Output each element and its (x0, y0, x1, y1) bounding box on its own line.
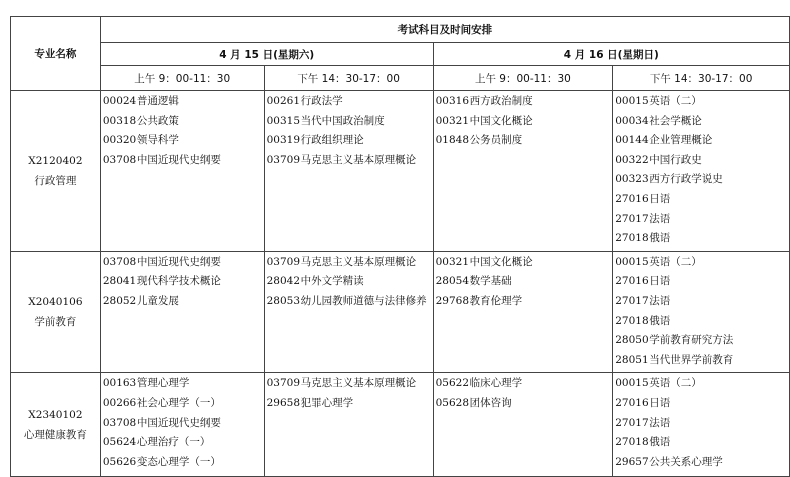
subject-entry (615, 190, 789, 210)
major-code: X2040106 (28, 296, 83, 309)
subject-name: 犯罪心理学 (300, 396, 354, 409)
major-row (11, 373, 790, 477)
subject-entry (615, 229, 789, 249)
subject-cell (100, 373, 264, 477)
major-cell (11, 373, 101, 477)
subject-name: 公共关系心理学 (649, 455, 723, 468)
subject-entry (615, 210, 789, 230)
exam-schedule-title: 考试科目及时间安排 (100, 17, 789, 43)
subject-entry (615, 331, 789, 351)
subject-code: 29658 (266, 396, 301, 409)
subject-name: 企业管理概论 (649, 134, 713, 147)
subject-entry (267, 292, 433, 312)
major-title: 行政管理 (34, 174, 77, 187)
subject-name: 俄语 (649, 314, 671, 327)
subject-entry (436, 131, 613, 151)
subject-code: 27017 (615, 212, 649, 225)
subject-name: 管理心理学 (136, 377, 190, 390)
subject-code: 00319 (266, 134, 301, 147)
subject-code: 29657 (615, 455, 649, 468)
subject-code: 00024 (102, 95, 137, 107)
subject-name: 中国行政史 (649, 153, 702, 166)
subject-code: 27018 (615, 314, 649, 327)
slot-header-2: 下午 14：30-17：00 (264, 66, 433, 91)
subject-name: 中国文化概论 (469, 255, 533, 268)
subject-code: 27016 (615, 396, 649, 409)
major-code: X2120402 (28, 154, 83, 167)
slot-header-3: 上午 9：00-11：30 (433, 66, 613, 91)
subject-entry (436, 92, 613, 112)
subject-code: 28053 (266, 294, 301, 307)
subject-code: 27017 (615, 416, 649, 429)
major-title: 学前教育 (34, 316, 77, 329)
subject-code: 05626 (102, 455, 137, 468)
subject-cell (613, 251, 790, 373)
subject-name: 公共政策 (136, 114, 179, 127)
subject-entry (436, 112, 613, 132)
subject-code: 03709 (266, 153, 301, 166)
subject-name: 社会学概论 (649, 114, 702, 127)
subject-name: 行政法学 (300, 95, 343, 107)
subject-code: 00163 (102, 377, 137, 390)
subject-code: 03708 (102, 416, 137, 429)
subject-name: 英语（二） (649, 255, 702, 268)
subject-name: 儿童发展 (136, 294, 179, 307)
subject-code: 00322 (615, 153, 649, 166)
subject-name: 中国近现代史纲要 (136, 153, 221, 166)
subject-name: 俄语 (649, 436, 671, 449)
subject-code: 05622 (435, 377, 469, 390)
subject-name: 英语（二） (649, 377, 702, 390)
subject-code: 03708 (102, 255, 137, 268)
subject-entry (267, 112, 433, 132)
subject-entry (615, 112, 789, 132)
subject-name: 英语（二） (649, 95, 702, 107)
subject-entry (103, 374, 264, 394)
subject-entry (436, 292, 613, 312)
subject-entry (103, 433, 264, 453)
subject-name: 学前教育研究方法 (649, 334, 734, 347)
major-cell (11, 251, 101, 373)
subject-entry (615, 92, 789, 112)
subject-entry (615, 374, 789, 394)
slot-header-1: 上午 9：00-11：30 (100, 66, 264, 91)
subject-code: 27016 (615, 192, 649, 205)
subject-code: 01848 (435, 134, 469, 147)
subject-name: 马克思主义基本原理概论 (300, 255, 417, 268)
major-row (11, 91, 790, 252)
subject-name: 日语 (649, 192, 671, 205)
major-code: X2340102 (28, 408, 83, 421)
subject-entry (615, 292, 789, 312)
subject-cell (613, 91, 790, 252)
subject-code: 00015 (615, 255, 649, 268)
subject-entry (436, 374, 613, 394)
subject-code: 03709 (266, 377, 301, 390)
subject-code: 00316 (435, 95, 469, 107)
subject-name: 变态心理学（一） (136, 455, 221, 468)
exam-schedule-table (10, 16, 790, 477)
subject-name: 团体咨询 (469, 396, 512, 409)
subject-name: 公务员制度 (469, 134, 523, 147)
subject-entry (267, 253, 433, 273)
subject-name: 马克思主义基本原理概论 (300, 153, 417, 166)
subject-cell (100, 251, 264, 373)
subject-entry (267, 92, 433, 112)
subject-code: 28051 (615, 353, 649, 366)
subject-name: 马克思主义基本原理概论 (300, 377, 417, 390)
subject-name: 日语 (649, 275, 671, 288)
subject-entry (267, 374, 433, 394)
subject-code: 27016 (615, 275, 649, 288)
subject-entry (615, 453, 789, 473)
major-row (11, 251, 790, 373)
subject-entry (436, 253, 613, 273)
subject-code: 00321 (435, 114, 469, 127)
subject-code: 05628 (435, 396, 469, 409)
subject-entry (615, 433, 789, 453)
day-header-2: 4 月 16 日(星期日) (433, 43, 789, 66)
subject-entry (267, 394, 433, 414)
subject-name: 现代科学技术概论 (136, 275, 221, 288)
subject-entry (615, 394, 789, 414)
subject-entry (103, 292, 264, 312)
subject-name: 临床心理学 (469, 377, 523, 390)
subject-code: 27018 (615, 436, 649, 449)
subject-entry (267, 131, 433, 151)
subject-code: 00015 (615, 95, 649, 107)
subject-entry (103, 394, 264, 414)
subject-name: 领导科学 (136, 134, 179, 147)
subject-entry (103, 253, 264, 273)
subject-code: 28052 (102, 294, 137, 307)
subject-entry (103, 112, 264, 132)
major-cell (11, 91, 101, 252)
subject-cell (100, 91, 264, 252)
subject-entry (103, 272, 264, 292)
subject-cell (264, 251, 433, 373)
subject-code: 27017 (615, 294, 649, 307)
subject-cell (433, 251, 613, 373)
subject-name: 法语 (649, 294, 671, 307)
subject-name: 普通逻辑 (136, 95, 179, 107)
subject-code: 00321 (435, 255, 469, 268)
subject-name: 行政组织理论 (300, 134, 364, 147)
subject-code: 28054 (435, 275, 469, 288)
subject-code: 00266 (102, 396, 137, 409)
subject-entry (436, 394, 613, 414)
subject-name: 西方政治制度 (469, 95, 533, 107)
subject-code: 00015 (615, 377, 649, 390)
subject-name: 当代中国政治制度 (300, 114, 385, 127)
subject-name: 俄语 (649, 232, 671, 245)
subject-code: 00315 (266, 114, 301, 127)
subject-code: 29768 (435, 294, 469, 307)
subject-name: 法语 (649, 212, 671, 225)
subject-name: 中国文化概论 (469, 114, 533, 127)
subject-entry (436, 272, 613, 292)
subject-name: 中国近现代史纲要 (136, 416, 221, 429)
day-header-1: 4 月 15 日(星期六) (100, 43, 433, 66)
subject-entry (103, 414, 264, 434)
subject-name: 西方行政学说史 (649, 173, 723, 186)
subject-name: 当代世界学前教育 (649, 353, 734, 366)
subject-cell (264, 91, 433, 252)
subject-cell (613, 373, 790, 477)
subject-entry (615, 272, 789, 292)
subject-entry (103, 92, 264, 112)
subject-cell (433, 373, 613, 477)
subject-code: 03708 (102, 153, 137, 166)
subject-entry (615, 312, 789, 332)
subject-entry (615, 253, 789, 273)
subject-code: 00144 (615, 134, 649, 147)
subject-code: 00261 (266, 95, 301, 107)
subject-entry (615, 414, 789, 434)
subject-code: 27018 (615, 232, 649, 245)
subject-entry (615, 170, 789, 190)
subject-code: 28050 (615, 334, 649, 347)
subject-entry (103, 151, 264, 171)
subject-code: 05624 (102, 436, 137, 449)
subject-entry (615, 351, 789, 371)
subject-entry (103, 131, 264, 151)
subject-code: 00320 (102, 134, 137, 147)
subject-entry (615, 131, 789, 151)
subject-name: 幼儿园教师道德与法律修养 (300, 294, 427, 307)
slot-header-4: 下午 14：30-17：00 (613, 66, 790, 91)
subject-entry (267, 272, 433, 292)
subject-name: 教育伦理学 (469, 294, 523, 307)
subject-entry (267, 151, 433, 171)
subject-name: 社会心理学（一） (136, 396, 221, 409)
subject-name: 日语 (649, 396, 671, 409)
major-name-header: 专业名称 (11, 17, 101, 91)
subject-code: 00034 (615, 114, 649, 127)
subject-code: 03709 (266, 255, 301, 268)
subject-code: 00323 (615, 173, 649, 186)
subject-name: 中外文学精读 (300, 275, 364, 288)
subject-entry (103, 453, 264, 473)
subject-entry (615, 151, 789, 171)
subject-code: 28042 (266, 275, 301, 288)
schedule-body (11, 91, 790, 477)
subject-name: 心理治疗（一） (136, 436, 211, 449)
subject-name: 中国近现代史纲要 (136, 255, 221, 268)
subject-code: 00318 (102, 114, 137, 127)
subject-cell (264, 373, 433, 477)
subject-name: 法语 (649, 416, 671, 429)
subject-code: 28041 (102, 275, 137, 288)
subject-name: 数学基础 (469, 275, 512, 288)
major-title: 心理健康教育 (23, 428, 87, 441)
subject-cell (433, 91, 613, 252)
